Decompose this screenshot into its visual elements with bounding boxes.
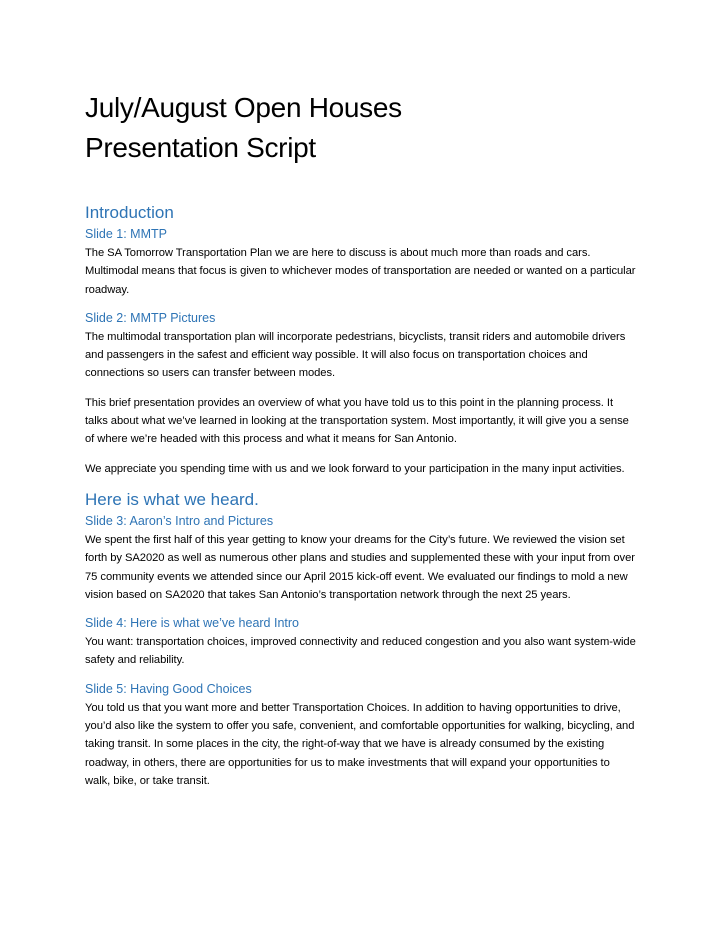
paragraph-slide-2-c: We appreciate you spending time with us and we look forward to your participation in the many input activities.: [85, 462, 625, 475]
paragraph-slide-2-a: The multimodal transportation plan will incorporate pedestrians, bicyclists, transit riders and automobile drivers and passengers in the safest and efficient way possible. It will also focus on transportation choices and connections so users can transfer between modes.: [85, 330, 626, 380]
title-line-1: July/August Open Houses: [85, 92, 402, 123]
document-title: [85, 88, 637, 168]
paragraph-slide-5: You told us that you want more and better Transportation Choices. In addition to having opportunities to drive, you’d also like the system to offer you safe, convenient, and comfortable opportunities for walking, bicycling, and taking transit. In some places in the city, the right-of-way that we have is already consumed by the existing roadway, in others, there are opportunities for us to make investments that will expand your opportunities to walk, bike, or take transit.: [85, 701, 635, 787]
paragraph-slide-1: The SA Tomorrow Transportation Plan we are here to discuss is about much more than roads and cars. Multimodal means that focus is given to whichever modes of transportation are needed or wanted on a particular roadway.: [85, 247, 636, 296]
title-line-2: Presentation Script: [85, 132, 316, 163]
paragraph-slide-2-b: This brief presentation provides an overview of what you have told us to this point in the planning process. It talks about what we’ve learned in looking at the transportation system. Most importantly, it will give you a sense of where we’re headed with this process and what it means for San Antonio.: [85, 396, 629, 446]
section-introduction: [85, 202, 637, 478]
heading-slide-1: Slide 1: MMTP: [85, 227, 167, 241]
heading-slide-5: Slide 5: Having Good Choices: [85, 681, 252, 696]
paragraph-slide-3: We spent the first half of this year getting to know your dreams for the City’s future. We reviewed the vision set forth by SA2020 as well as numerous other plans and studies and supplemented these with your input from over 75 community events we attended since our April 2015 kick-off event. We evaluated our findings to mold a new vision based on SA2020 that takes San Antonio’s transportation network through the next 25 years.: [85, 533, 635, 601]
paragraph-slide-4: You want: transportation choices, improved connectivity and reduced congestion and you also want system-wide safety and reliability.: [85, 636, 636, 667]
heading-introduction: Introduction: [85, 203, 174, 222]
document-page: [85, 88, 637, 801]
heading-slide-3: Slide 3: Aaron’s Intro and Pictures: [85, 513, 274, 528]
section-heard: [85, 489, 637, 790]
heading-slide-4: Slide 4: Here is what we’ve heard Intro: [85, 616, 299, 631]
heading-slide-2: Slide 2: MMTP Pictures: [85, 310, 216, 325]
heading-what-we-heard: Here is what we heard.: [85, 489, 259, 509]
